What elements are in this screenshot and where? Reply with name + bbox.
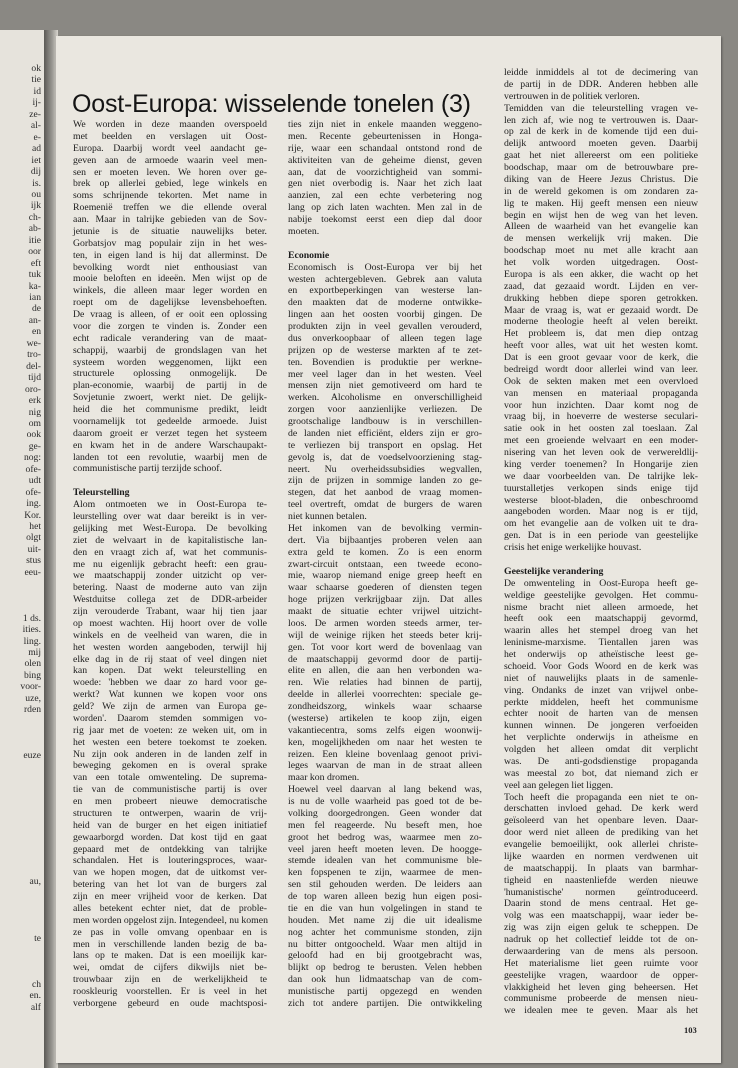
previous-page-text-fragment: 1 ds. bbox=[22, 612, 41, 624]
body-text-line: elke dag in de rij staat of veel dingen niet bbox=[73, 653, 267, 665]
body-text-line: leges waarvan de man in de straat alleen bbox=[288, 760, 482, 772]
previous-page-text-fragment: uit- bbox=[27, 543, 41, 555]
previous-page-text-fragment: om bbox=[28, 417, 41, 429]
body-text-line: leidde inmiddels al tot de decimering van bbox=[504, 67, 698, 78]
body-text-line: daarom groeit er verzet tegen het systeem bbox=[73, 427, 267, 439]
previous-page-text-fragment: ofe- bbox=[25, 486, 41, 498]
body-text-line: moderne theologie heeft al velen bereikt. bbox=[504, 316, 698, 328]
body-text-line: gelijking met West-Europa. De bevolking bbox=[73, 522, 267, 534]
previous-page-text-fragment: we- bbox=[26, 337, 41, 349]
body-text-line: groot het bedrog was, waarmee men zo- bbox=[288, 831, 482, 843]
body-text-line: nisering van het leven ook de verwereldlij- bbox=[504, 447, 698, 458]
previous-page-text-fragment: itie bbox=[28, 234, 41, 246]
body-text-line: blijkt op bedrog te berusten. Velen hebben bbox=[288, 962, 482, 974]
body-text-line: geïsoleerd van het openbare leven. Daar- bbox=[504, 815, 698, 827]
body-text-line: voor die zorgen te vinden is. Zonder een bbox=[73, 320, 267, 332]
body-text-line: Economisch is Oost-Europa ver bij het bbox=[288, 261, 482, 273]
previous-page-text-fragment: het bbox=[29, 521, 41, 532]
body-text-line: kan kopen. Dat wekt teleurstelling en bbox=[73, 665, 267, 677]
body-text-line: leurstelling over wat daar bereikt is in ver- bbox=[73, 511, 267, 522]
body-text-line: en kwam het in de andere Warschaupakt- bbox=[73, 439, 267, 451]
body-text-line: echt radicale verandering van de maat- bbox=[73, 332, 267, 344]
body-text-line: alles betekent echter niet, dat de proble- bbox=[73, 902, 267, 914]
body-text-line: sen stil gehouden werden. De leiders aan bbox=[288, 879, 482, 891]
previous-page-text-fragment: tro- bbox=[27, 349, 41, 361]
previous-page-text-fragment: voor- bbox=[20, 681, 41, 693]
body-text-line: heeft ook een maatschappij gevormd, bbox=[504, 613, 698, 625]
body-text-line: Daarin stond de mens centraal. Het ge- bbox=[504, 898, 698, 910]
body-text-line: munistische partij opgezegd en wenden bbox=[288, 986, 482, 997]
body-text-line: sen er moeten leven. We horen over ge- bbox=[73, 166, 267, 178]
previous-page-text-fragment: is. bbox=[32, 177, 41, 189]
body-text-line: gevolg is, dat de voedselvoorziening stag- bbox=[288, 451, 482, 463]
body-text-line: verborgene gebeurd en oude machtsposi- bbox=[73, 997, 267, 1009]
body-text-line: de partij in de DDR. Anderen hebben alle bbox=[504, 78, 698, 90]
body-text-line: Ook de sekten maken met een overvloed bbox=[504, 375, 698, 387]
previous-page-text-fragment: tie bbox=[31, 74, 41, 86]
body-text-line: aan, dat de voorzichtigheid van sommi- bbox=[288, 166, 482, 178]
body-text-line: Europa is als een akker, die wacht op het bbox=[504, 268, 698, 280]
body-text-line: worden'. Daarom stemden sommigen vo- bbox=[73, 712, 267, 724]
body-text-line: winkels, die alleen maar leger worden en bbox=[73, 285, 267, 297]
body-text-line: schandalen. Het is louteringsproces, waar- bbox=[73, 855, 267, 867]
previous-page-text-fragment: ijk bbox=[30, 200, 41, 212]
body-text-line: het westen worden aangeboden, terwijl hij bbox=[73, 641, 267, 653]
body-text-line: maar kon dromen. bbox=[288, 772, 360, 784]
body-text-line: aan. Maar in talrijke gebieden van de Sov- bbox=[73, 214, 267, 225]
body-text-line: wijl de weinige rijken het steeds beter krij- bbox=[288, 629, 482, 641]
body-text-line: ren. Wie relaties had binnen de partij, bbox=[288, 677, 482, 689]
body-text-line: boodschap moet nu met alle kracht aan bbox=[504, 245, 698, 257]
body-text-line: om het evangelie aan de volken uit te dra- bbox=[504, 518, 698, 530]
body-text-line: rije, waar een schandaal ontstond rond de bbox=[288, 142, 482, 154]
body-text-line: zondheidszorg, winkels waar schaarse bbox=[288, 701, 482, 712]
body-text-line: ving. Ondanks de inzet van vrijwel onbe- bbox=[504, 684, 698, 696]
body-text-line: geven aan de armoede waarin veel men- bbox=[73, 154, 267, 166]
body-text-line: veel jaren heeft moeten leven. De hoogge- bbox=[288, 843, 482, 855]
body-text-line: vakantiecentra, soms zelfs eigen woonwij- bbox=[288, 724, 482, 736]
body-text-line: voornamelijk tot gedeelde armoede. Juist bbox=[73, 415, 267, 427]
body-text-line: den en vraagt zich af, wat het communis- bbox=[73, 546, 267, 558]
body-text-line: De vraag is alleen, of er ooit een oplossing bbox=[73, 309, 267, 320]
body-text-line: vraag bij, in hoeverre de westerse seculari- bbox=[504, 411, 698, 423]
body-text-line: op moest wachten. Hij hoort over de volle bbox=[73, 617, 267, 629]
body-text-line: nog achter het communisme stonden, zijn bbox=[288, 926, 482, 938]
body-text-line: het volk worden uitgedragen. Oost- bbox=[504, 257, 698, 268]
body-text-line: mensen zijn niet gemotiveerd om hard te bbox=[288, 380, 482, 392]
body-text-line: op zal de kerk in de komende tijd een dui- bbox=[504, 126, 698, 138]
body-text-line: we idealen mee te geven. Maar als het bbox=[504, 1005, 698, 1017]
body-text-line: winkels en de veelheid van waren, die in bbox=[73, 629, 267, 641]
body-text-line: gepaard met de ontdekking van talrijke bbox=[73, 843, 267, 855]
body-text-line: Maar de vraag is, wat er gezaaid wordt. De bbox=[504, 304, 698, 316]
previous-page-text-fragment: alf bbox=[30, 1001, 41, 1013]
body-text-line: nabije toekomst eerst een diep dal door bbox=[288, 214, 482, 225]
body-text-line: Europa. Daarbij wordt veel aandacht ge- bbox=[73, 142, 267, 154]
body-text-line: Hoewel veel daarvan al lang bekend was, bbox=[288, 784, 482, 796]
body-text-line: en exportbeperkingen van westerse lan- bbox=[288, 285, 482, 297]
body-text-line: gen. Dat is in een periode van geestelijke bbox=[504, 530, 698, 542]
previous-page-text-fragment: bing bbox=[23, 669, 41, 681]
body-text-line: waar schaarse goederen of diensten tegen bbox=[288, 582, 482, 594]
previous-page-text-fragment: rden bbox=[23, 704, 41, 716]
body-text-line: waarin alles het stempel droeg van het bbox=[504, 625, 698, 637]
body-text-line: stegen, dat het aanbod de vraag momen- bbox=[288, 487, 482, 499]
previous-page-text-fragment: olgt bbox=[26, 532, 41, 544]
body-text-line: Toch heeft die propaganda een niet te on- bbox=[504, 791, 698, 803]
body-text-line: het onderwijs op atheïstische leest ge- bbox=[504, 649, 698, 660]
article-title: Oost-Europa: wisselende tonelen (3) bbox=[72, 90, 471, 118]
previous-page-edge bbox=[0, 30, 44, 1068]
body-text-line: Temidden van die teleurstelling vragen ve- bbox=[504, 102, 698, 114]
body-text-line: teel overtreft, omdat de burgers de waren bbox=[288, 499, 482, 511]
body-text-line: bedreigd wordt door allerlei wind van leer. bbox=[504, 363, 698, 375]
body-text-line: lingen aan het oosten voorbij gingen. De bbox=[288, 309, 482, 321]
body-text-line: systeem worden weggenomen, lijkt een bbox=[73, 356, 267, 368]
body-text-line: rig jaar met de voeten: ze weken uit, om in bbox=[73, 724, 267, 736]
body-text-line: lans op te maken. Dat is een moeilijk kar- bbox=[73, 950, 267, 962]
body-text-line: we maatschappij zonder uitzicht op ver- bbox=[73, 570, 267, 582]
body-text-line: mie, waarop niemand enige greep heeft en bbox=[288, 570, 482, 582]
body-text-line: len zich af, wie nog te vertrouwen is. Daar- bbox=[504, 114, 698, 126]
body-text-line: bevolking wordt niet enthousiast van bbox=[73, 261, 267, 273]
body-text-line: heid van de burger en het eigen initiatief bbox=[73, 819, 267, 831]
previous-page-text-fragment: ij- bbox=[32, 97, 41, 109]
body-text-line: niet kunnen betalen. bbox=[288, 511, 367, 522]
body-text-line: structurele oplossing onmogelijk. De bbox=[73, 368, 267, 380]
previous-page-text-fragment: stus bbox=[26, 555, 41, 567]
body-text-line: hoge prijzen verkrijgbaar zijn. Dat alles bbox=[288, 594, 482, 606]
body-text-line: men worden opgelost zijn. Integendeel, nu komen bbox=[73, 914, 268, 926]
body-text-line: maakt de situatie echter vrijwel uitzicht- bbox=[288, 606, 482, 617]
body-text-line: deelde in allerlei voorrechten: speciale ge- bbox=[288, 689, 482, 701]
body-text-line: dan ook hun lidmaatschap van de com- bbox=[288, 974, 482, 986]
previous-page-text-fragment: al- bbox=[30, 120, 41, 132]
previous-page-text-fragment: Kor. bbox=[24, 509, 41, 521]
body-text-line: mooie beloften en ideeën. Men wijst op de bbox=[73, 273, 267, 285]
body-text-line: prijzen op de westerse markten af te zet- bbox=[288, 344, 482, 356]
previous-page-text-fragment: ch- bbox=[28, 211, 41, 223]
body-text-line: nadruk op het collectief leidde tot de on- bbox=[504, 934, 698, 945]
body-text-line: men. Recente gebeurtenissen in Honga- bbox=[288, 130, 482, 142]
body-text-line: wei, omdat de cijfers dikwijls niet be- bbox=[73, 962, 267, 974]
previous-page-text-fragment: id bbox=[33, 85, 41, 97]
body-text-line: delijk antwoord moeten geven. Daarbij bbox=[504, 138, 698, 150]
body-text-line: ziet de welvaart in de kapitalistische lan- bbox=[73, 534, 267, 546]
body-text-line: dert. Via bijbaantjes proberen velen aan bbox=[288, 534, 482, 546]
previous-page-text-fragment: ch bbox=[31, 979, 41, 990]
body-text-line: de mensen werkelijk vrij maken. Die bbox=[504, 233, 698, 245]
previous-page-text-fragment: ok bbox=[31, 63, 41, 74]
body-text-line: (westerse) artikelen te koop zijn, eigen bbox=[288, 712, 482, 724]
body-text-line: geestelijke vragen, waardoor de opper- bbox=[504, 969, 698, 981]
previous-page-text-fragment: ing. bbox=[26, 498, 41, 510]
previous-page-text-fragment: tuk bbox=[28, 269, 41, 281]
body-text-line: werkt? Wat kunnen we kopen voor ons bbox=[73, 689, 267, 701]
body-text-line: begin en wijst hen de weg van het leven. bbox=[504, 209, 698, 221]
body-text-line: De omwenteling in Oost-Europa heeft ge- bbox=[504, 577, 698, 589]
previous-page-text-fragment: en. bbox=[29, 990, 41, 1002]
body-text-line: betering van het lot van de burgers zal bbox=[73, 879, 267, 891]
body-text-line: loos. De armen worden steeds armer, ter- bbox=[288, 617, 482, 629]
body-text-line: voor hun inzichten. Daar komt nog de bbox=[504, 399, 698, 411]
body-text-line: men fel reageerde. Nu beseft men, hoe bbox=[288, 819, 482, 831]
previous-page-text-fragment: eft bbox=[30, 257, 41, 269]
body-text-line: Dat is een groot gevaar voor de kerk, die bbox=[504, 352, 698, 363]
body-text-line: ten. Bovendien is produktie per werkne- bbox=[288, 356, 482, 368]
body-text-line: ties zijn niet in enkele maanden weggeno- bbox=[288, 119, 482, 130]
body-text-line: tie van de communistische partij is over bbox=[73, 784, 267, 796]
previous-page-text-fragment: ook bbox=[26, 429, 41, 441]
body-text-line: perkte middelen, heeft het communisme bbox=[504, 696, 698, 708]
body-text-line: weldige geestelijke gevolgen. Het commu- bbox=[504, 589, 698, 601]
body-text-line: zwart-circuit ontstaan, een tweede econo- bbox=[288, 558, 482, 570]
body-text-line: roept om de dagelijkse levensbehoeften. bbox=[73, 297, 267, 309]
body-text-line: men in verschillende landen bezig de ba- bbox=[73, 938, 267, 950]
previous-page-text-fragment: nog: bbox=[23, 452, 41, 464]
previous-page-text-fragment: oor bbox=[28, 246, 41, 258]
body-text-line: derschatten invloed gehad. De kerk werd bbox=[504, 803, 698, 815]
body-text-line: door werd niet alleen de prediking van het bbox=[504, 827, 698, 839]
body-text-line: echter nooit de harten van de mensen bbox=[504, 708, 698, 720]
body-text-line: tuurstalletjes verkopen sinds enige tijd bbox=[504, 482, 698, 494]
body-text-line: volgden het alleen omdat dit verplicht bbox=[504, 744, 698, 755]
page-number: 103 bbox=[684, 1025, 697, 1035]
body-text-line: het verplichte onderwijs in atheïsme en bbox=[504, 732, 698, 744]
body-text-line: gaat het niet allereerst om een politieke bbox=[504, 150, 698, 162]
body-text-line: zijn en meer vrijheid voor de kerken. Dat bbox=[73, 891, 267, 902]
previous-page-text-fragment: iet bbox=[31, 154, 41, 166]
article-column-2 bbox=[288, 119, 482, 1009]
section-heading: Teleurstelling bbox=[73, 487, 130, 499]
body-text-line: satie ook in het oosten zal toeslaan. Zal bbox=[504, 423, 698, 435]
body-text-line: in de wereld gekomen is om zondaren za- bbox=[504, 185, 698, 197]
body-text-line: en men probeert nieuwe democratische bbox=[73, 796, 267, 807]
body-text-line: volking doorgedrongen. Geen wonder dat bbox=[288, 807, 482, 819]
body-text-line: Het materialisme liet geen ruimte voor bbox=[504, 957, 698, 969]
previous-page-text-fragment: an- bbox=[28, 314, 41, 326]
previous-page-text-fragment: ities. bbox=[22, 624, 41, 636]
body-text-line: moeten. bbox=[288, 225, 320, 237]
previous-page-text-fragment: ling. bbox=[23, 635, 41, 647]
previous-page-text-fragment: uze, bbox=[25, 692, 41, 704]
previous-page-text-fragment: del- bbox=[26, 360, 41, 372]
previous-page-text-fragment: mij bbox=[28, 646, 41, 658]
body-text-line: drukking hebben diepe sporen getrokken. bbox=[504, 292, 698, 304]
body-text-line: lang op zich laten wachten. Men zal in de bbox=[288, 202, 482, 214]
body-text-line: structuren te ontwerpen, waarin de vrij- bbox=[73, 807, 267, 819]
body-text-line: stemde idealen van het communisme ble- bbox=[288, 855, 482, 867]
body-text-line: was. De anti-godsdienstige propaganda bbox=[504, 755, 698, 767]
paragraph-gap bbox=[288, 238, 482, 250]
body-text-line: was meestal zo bot, dat niemand zich er bbox=[504, 767, 698, 779]
body-text-line: grootschalige landbouw is in verschillen- bbox=[288, 416, 482, 427]
body-text-line: ken fopspenen te zijn, waarmee de men- bbox=[288, 867, 482, 879]
body-text-line: gen niet overbodig is. Naar het zich laat bbox=[288, 178, 482, 190]
body-text-line: we daar voorbeelden van. De talrijke lek- bbox=[504, 470, 698, 482]
body-text-line: tie en die van hun volgelingen in stand te bbox=[288, 902, 482, 914]
body-text-line: veel aan gelegen liet liggen. bbox=[504, 779, 614, 791]
previous-page-text-fragment: ab- bbox=[28, 223, 41, 235]
body-text-line: volg was een maatschappij, waar ieder be- bbox=[504, 910, 698, 922]
body-text-line: me nu eigenlijk gebracht heeft: een grau- bbox=[73, 558, 267, 570]
previous-page-text-fragment: udt bbox=[28, 475, 41, 487]
body-text-line: houden. Met name zij die uit idealisme bbox=[288, 914, 482, 926]
section-heading: Economie bbox=[288, 249, 330, 261]
body-text-line: elite en allen, die aan hen verbonden wa- bbox=[288, 665, 482, 677]
body-text-line: communisme probeerde de mensen nieu- bbox=[504, 993, 698, 1005]
body-text-line: We worden in deze maanden overspoeld bbox=[73, 119, 267, 130]
body-text-line: rooskleurig voorstellen. Er is veel in het bbox=[73, 986, 267, 997]
body-text-line: Nu zijn ook anderen in de landen zelf in bbox=[73, 748, 267, 760]
body-text-line: diking van de Heere Jezus Christus. Die bbox=[504, 173, 698, 185]
body-text-line: boodschap, maar om de betrouwbare pre- bbox=[504, 162, 698, 173]
body-text-line: nisme bracht niet alleen armoede, het bbox=[504, 601, 698, 613]
body-text-line: brek op allerlei gebied, lege winkels en bbox=[73, 178, 267, 190]
previous-page-text-fragment: olen bbox=[24, 658, 41, 670]
body-text-line: Gorbatsjov mag populair zijn in het wes- bbox=[73, 237, 267, 249]
body-text-line: de landen niet efficiënt, elders zijn er gro- bbox=[288, 427, 482, 439]
body-text-line: ten, in eigen land is hij dat allerminst. De bbox=[73, 249, 267, 261]
body-text-line: schappij, waarbij de grondslagen van het bbox=[73, 344, 267, 356]
body-text-line: den maakten dat de moderne ontwikke- bbox=[288, 297, 482, 309]
body-text-line: plan-economie, waarbij de partij in de bbox=[73, 380, 267, 392]
previous-page-text-fragment: au, bbox=[29, 875, 41, 887]
paragraph-gap bbox=[73, 475, 267, 487]
body-text-line: Het probleem is, dat men diep ontzag bbox=[504, 328, 698, 340]
body-text-line: aktiviteiten van de geheime dienst, geven bbox=[288, 154, 482, 166]
body-text-line: lijke waarden en normen verdwenen uit bbox=[504, 850, 698, 862]
body-text-line: schoeid. Voor Gods Woord en de kerk was bbox=[504, 660, 698, 672]
previous-page-text-fragment: de bbox=[31, 303, 41, 315]
body-text-line: soms schrijnende tekorten. Met name in bbox=[73, 190, 267, 202]
body-text-line: geloofd had en bij grootgebracht was, bbox=[288, 950, 482, 962]
body-text-line: woede: 'hebben we daar zo hard voor ge- bbox=[73, 677, 267, 689]
body-text-line: ze pas in volle omvang openbaar en is bbox=[73, 926, 267, 938]
body-text-line: te verliezen bij transport en opslag. Het bbox=[288, 439, 482, 451]
previous-page-text-fragment: ou bbox=[31, 188, 41, 200]
previous-page-text-fragment: te bbox=[34, 933, 41, 945]
body-text-line: werken. Alcoholisme en onverschilligheid bbox=[288, 392, 482, 404]
previous-page-text-fragment: dij bbox=[30, 166, 41, 178]
body-text-line: jetunie is de situatie nauwelijks beter. bbox=[73, 225, 267, 237]
body-text-line: extra geld te komen. Zo is een enorm bbox=[288, 546, 482, 558]
body-text-line: is nu de volle waarheid pas goed tot de be- bbox=[288, 796, 482, 807]
body-text-line: met een groeiende welvaart en een moder- bbox=[504, 435, 698, 447]
body-text-line: gewaarborgd worden. Dat kost tijd en gaat bbox=[73, 831, 267, 843]
body-text-line: zig was zijn eigen geluk te scheppen. De bbox=[504, 922, 698, 934]
previous-page-text-fragment: ge- bbox=[28, 440, 41, 452]
body-text-line: westen achtergebleven. Gebrek aan valuta bbox=[288, 273, 482, 285]
previous-page-text-fragment: oro- bbox=[25, 383, 41, 395]
article-column-1 bbox=[73, 119, 268, 1009]
body-text-line: zaad, dat gezaaid wordt. Lijden en ver- bbox=[504, 280, 698, 292]
previous-page-text-fragment: ofe- bbox=[25, 463, 41, 475]
body-text-line: trouwbaar zijn en de werkelijkheid te bbox=[73, 974, 267, 986]
body-text-line: zijn verouderde Trabant, waar hij tien jaar bbox=[73, 606, 267, 617]
body-text-line: geld? We zijn de armen van Europa ge- bbox=[73, 701, 267, 712]
body-text-line: aangeboden worden. Maar nog is er tijd, bbox=[504, 506, 698, 518]
body-text-line: vertrouwen in de politiek verloren. bbox=[504, 90, 640, 102]
body-text-line: leninisme-marxisme. Tientallen jaren was bbox=[504, 637, 698, 649]
body-text-line: heeft voor alles, wat uit het westen komt. bbox=[504, 340, 698, 352]
body-text-line: van mensen en materiaal propaganda bbox=[504, 387, 698, 399]
body-text-line: kunnen winnen. De jongeren verfoeiden bbox=[504, 720, 698, 732]
previous-page-text-fragment: ka- bbox=[28, 280, 41, 292]
body-text-line: crisis het enige werkelijke houvast. bbox=[504, 542, 642, 553]
body-text-line: king verder toenemen? In Hongarije zien bbox=[504, 458, 698, 470]
body-text-line: niet of nauwelijks plaats in de samenle- bbox=[504, 672, 698, 684]
body-text-line: derwaardering van de mens als persoon. bbox=[504, 945, 698, 957]
body-text-line: Het inkomen van de bevolking vermin- bbox=[288, 522, 482, 534]
previous-page-text-fragment: eeu- bbox=[24, 566, 41, 578]
body-text-line: westerse bloot-bladen, die onbeschroomd bbox=[504, 494, 698, 506]
body-text-line: Alom ontmoeten we in Oost-Europa te- bbox=[73, 499, 267, 511]
body-text-line: Alleen de waarheid van het evangelie kan bbox=[504, 221, 698, 233]
previous-page-text-fragment: euze bbox=[23, 750, 41, 761]
previous-page-text-fragment: ian bbox=[29, 292, 41, 303]
previous-page-text-fragment: e- bbox=[33, 131, 41, 143]
body-text-line: dus onverkoopbaar of alleen tegen lage bbox=[288, 332, 482, 344]
body-text-line: landen tot een revolutie, waarbij men de bbox=[73, 451, 267, 463]
body-text-line: heid die het communisme predikt, leidt bbox=[73, 404, 267, 415]
body-text-line: lig te maken. Hij geeft mensen een nieuw bbox=[504, 197, 698, 209]
paragraph-gap bbox=[504, 554, 698, 566]
article-column-3 bbox=[504, 67, 698, 1017]
body-text-line: communistische partij terzijde schoof. bbox=[73, 463, 222, 475]
body-text-line: evangelie bemoeilijkt, ook allerlei christe- bbox=[504, 839, 698, 850]
body-text-line: vlakkigheid het leven ging beheersen. Het bbox=[504, 981, 698, 993]
body-text-line: Roemenië treffen we die ellende overal bbox=[73, 202, 267, 214]
body-text-line: beweging gekomen en is overal sprake bbox=[73, 760, 267, 772]
previous-page-text-fragment: ze- bbox=[29, 108, 41, 120]
body-text-line: nu bitter ontgoocheld. Waar men altijd in bbox=[288, 938, 482, 950]
previous-page-text-fragment: tijd bbox=[28, 372, 41, 384]
body-text-line: Sovjetunie zwoert, werkt niet. De gelijk- bbox=[73, 392, 267, 404]
body-text-line: met beelden en verslagen uit Oost- bbox=[73, 130, 267, 142]
previous-page-text-fragment: erk bbox=[28, 395, 41, 407]
body-text-line: Westduitse collega zet de DDR-arbeider bbox=[73, 594, 267, 606]
body-text-line: aanzien, zal een echte verbetering nog bbox=[288, 190, 482, 202]
body-text-line: mer veel lager dan in het westen. Veel bbox=[288, 368, 482, 380]
body-text-line: de top waren alleen bezig hun eigen posi- bbox=[288, 891, 482, 902]
body-text-line: het westen een betere toekomst te zoeken. bbox=[73, 736, 267, 748]
body-text-line: ken, mogelijkheden om naar het westen te bbox=[288, 736, 482, 748]
body-text-line: tigheid en naastenliefde werden nieuwe bbox=[504, 874, 698, 886]
body-text-line: gen. Tot voor kort werd de bovenlaag van bbox=[288, 641, 482, 653]
previous-page-text-fragment: ad bbox=[31, 143, 41, 155]
section-heading: Geestelijke verandering bbox=[504, 565, 604, 577]
body-text-line: zijn de prijzen in sommige landen zo ge- bbox=[288, 475, 482, 487]
body-text-line: neert. Nu overheidssubsidies wegvallen, bbox=[288, 463, 482, 475]
body-text-line: zorgen voor aanzienlijke verliezen. De bbox=[288, 404, 482, 416]
body-text-line: van we hopen mogen, dat de uitkomst ver- bbox=[73, 867, 267, 879]
body-text-line: produkten zijn in veel gevallen verouderd, bbox=[288, 321, 482, 332]
previous-page-text-fragment: nig bbox=[28, 406, 41, 418]
previous-page-text-fragment: en bbox=[31, 326, 41, 338]
body-text-line: reizen. Een kleine bovenlaag genoot privi- bbox=[288, 748, 482, 760]
body-text-line: 'humanistische' normen geïntroduceerd. bbox=[504, 886, 698, 898]
body-text-line: betering. Naast de moderne auto van zijn bbox=[73, 582, 267, 594]
body-text-line: de maatschappij gevormd door de partij- bbox=[288, 653, 482, 665]
body-text-line: de maatschappij. In plaats van barmhar- bbox=[504, 862, 698, 874]
body-text-line: van een totale omwenteling. De suprema- bbox=[73, 772, 267, 784]
body-text-line: zich tot andere partijen. Die ontwikkeling bbox=[288, 997, 482, 1009]
